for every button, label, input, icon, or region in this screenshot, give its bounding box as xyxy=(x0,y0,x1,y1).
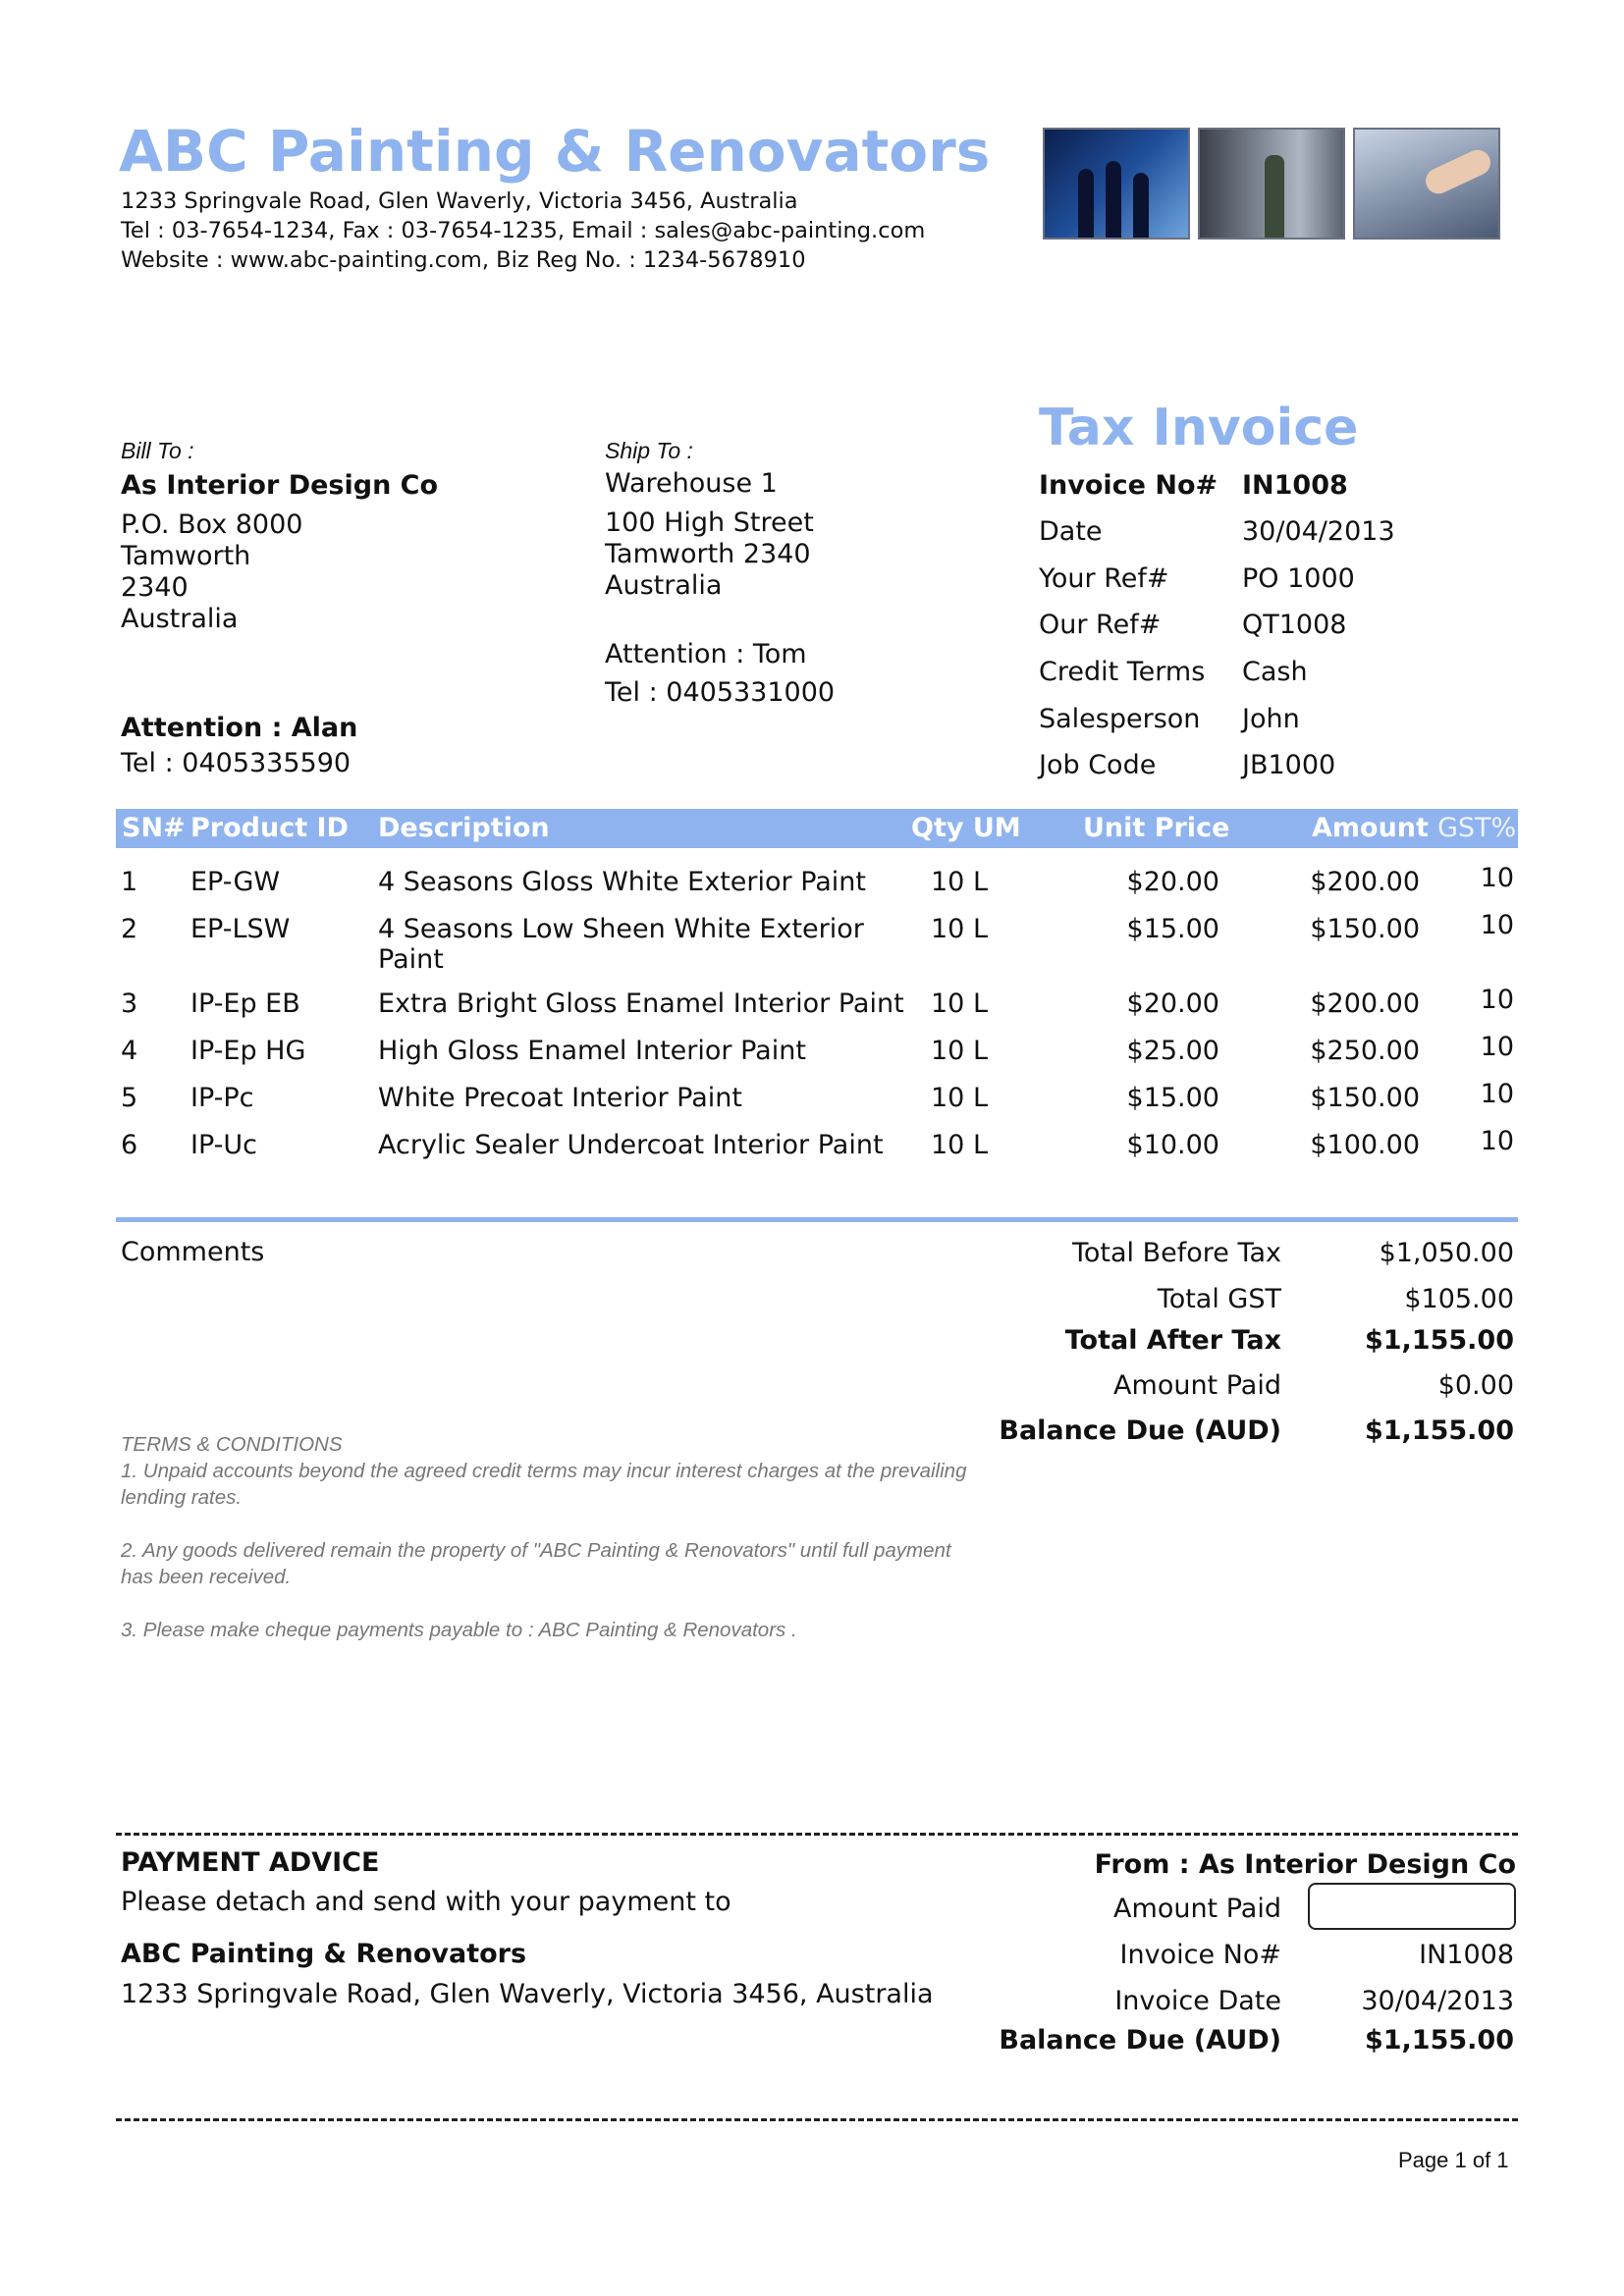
our-ref-label: Our Ref# xyxy=(1039,610,1162,640)
ship-to-line: Tamworth 2340 xyxy=(605,539,811,569)
row-amount: $150.00 xyxy=(1310,914,1420,944)
total-after-tax-label: Total After Tax xyxy=(1064,1325,1281,1356)
row-product: IP-Ep HG xyxy=(190,1036,306,1066)
bill-to-line: P.O. Box 8000 xyxy=(121,509,303,540)
payment-from: From : As Interior Design Co xyxy=(1094,1849,1516,1880)
row-description: 4 Seasons Low Sheen White Exterior xyxy=(378,914,864,944)
row-sn: 6 xyxy=(121,1130,138,1160)
row-sn: 2 xyxy=(121,914,138,944)
company-name: ABC Painting & Renovators xyxy=(119,118,991,185)
balance-due-label: Balance Due (AUD) xyxy=(999,1415,1281,1446)
ship-to-line: 100 High Street xyxy=(605,507,814,538)
company-website: Website : www.abc-painting.com, Biz Reg No. : 1234-5678910 xyxy=(121,247,806,273)
payment-advice-address: 1233 Springvale Road, Glen Waverly, Victoria 3456, Australia xyxy=(121,1979,934,2009)
bill-to-line: Australia xyxy=(121,604,239,634)
row-qty: 10 L xyxy=(931,1130,988,1160)
row-qty: 10 L xyxy=(931,988,988,1019)
row-product: IP-Ep EB xyxy=(190,988,300,1019)
comments-label: Comments xyxy=(121,1237,265,1267)
pa-invoice-no-value: IN1008 xyxy=(1419,1940,1514,1970)
row-amount: $100.00 xyxy=(1310,1130,1420,1160)
your-ref-value: PO 1000 xyxy=(1242,563,1355,594)
row-sn: 4 xyxy=(121,1036,138,1066)
company-contact: Tel : 03-7654-1234, Fax : 03-7654-1235, Email : sales@abc-painting.com xyxy=(121,218,926,243)
person-in-doorway-photo xyxy=(1198,128,1345,240)
col-unit-price: Unit Price xyxy=(1083,813,1230,843)
row-amount: $150.00 xyxy=(1310,1083,1420,1113)
bill-to-label: Bill To : xyxy=(121,438,194,463)
row-qty: 10 L xyxy=(931,867,988,897)
salesperson-value: John xyxy=(1242,704,1300,734)
row-price: $25.00 xyxy=(1126,1036,1219,1066)
job-code-value: JB1000 xyxy=(1242,750,1336,780)
salesperson-label: Salesperson xyxy=(1039,704,1201,734)
invoice-no-label: Invoice No# xyxy=(1039,470,1218,501)
total-after-tax-value: $1,155.00 xyxy=(1364,1325,1514,1356)
row-price: $20.00 xyxy=(1126,867,1219,897)
bill-to-name: As Interior Design Co xyxy=(121,470,439,501)
row-amount: $250.00 xyxy=(1310,1036,1420,1066)
pa-invoice-no-label: Invoice No# xyxy=(1119,1940,1281,1970)
total-before-tax-label: Total Before Tax xyxy=(1071,1238,1281,1268)
date-value: 30/04/2013 xyxy=(1242,516,1395,547)
row-description: 4 Seasons Gloss White Exterior Paint xyxy=(378,867,867,897)
row-sn: 3 xyxy=(121,988,138,1019)
total-before-tax-value: $1,050.00 xyxy=(1379,1238,1514,1268)
row-product: EP-LSW xyxy=(190,914,291,944)
credit-terms-label: Credit Terms xyxy=(1039,657,1206,687)
tear-line-top xyxy=(116,1833,1518,1836)
row-description: White Precoat Interior Paint xyxy=(378,1083,742,1113)
date-label: Date xyxy=(1039,516,1103,547)
payment-advice-title: PAYMENT ADVICE xyxy=(121,1847,380,1878)
pa-balance-value: $1,155.00 xyxy=(1364,2025,1514,2056)
row-gst: 10 xyxy=(1480,863,1514,893)
our-ref-value: QT1008 xyxy=(1242,610,1347,640)
row-qty: 10 L xyxy=(931,1083,988,1113)
row-price: $10.00 xyxy=(1126,1130,1219,1160)
row-sn: 5 xyxy=(121,1083,138,1113)
credit-terms-value: Cash xyxy=(1242,657,1308,687)
row-amount: $200.00 xyxy=(1310,988,1420,1019)
row-description: High Gloss Enamel Interior Paint xyxy=(378,1036,806,1066)
pa-amount-paid-label: Amount Paid xyxy=(1113,1894,1281,1924)
row-price: $15.00 xyxy=(1126,1083,1219,1113)
total-gst-label: Total GST xyxy=(1157,1284,1281,1314)
amount-paid-input-box[interactable] xyxy=(1308,1883,1516,1930)
company-address: 1233 Springvale Road, Glen Waverly, Victoria 3456, Australia xyxy=(121,188,798,214)
row-description-cont: Paint xyxy=(378,944,444,975)
header-photos xyxy=(1043,128,1500,240)
row-gst: 10 xyxy=(1480,1032,1514,1062)
bill-to-line: 2340 xyxy=(121,572,189,603)
pa-balance-label: Balance Due (AUD) xyxy=(999,2025,1281,2056)
row-description: Acrylic Sealer Undercoat Interior Paint xyxy=(378,1130,884,1160)
ship-to-label: Ship To : xyxy=(605,438,693,463)
row-price: $15.00 xyxy=(1126,914,1219,944)
row-product: EP-GW xyxy=(190,867,281,897)
row-gst: 10 xyxy=(1480,1079,1514,1109)
col-amount: Amount xyxy=(1312,813,1429,843)
ship-to-line: Australia xyxy=(605,570,723,601)
table-header xyxy=(116,809,1518,848)
row-gst: 10 xyxy=(1480,910,1514,940)
bill-to-attention: Attention : Alan xyxy=(121,713,358,743)
terms-item: 1. Unpaid accounts beyond the agreed credit terms may incur interest charges at the prevailing lending rates. xyxy=(121,1460,967,1509)
invoice-title: Tax Invoice xyxy=(1039,399,1359,457)
payment-advice-instruction: Please detach and send with your payment to xyxy=(121,1887,731,1917)
row-product: IP-Pc xyxy=(190,1083,254,1113)
terms-item: 2. Any goods delivered remain the property of "ABC Painting & Renovators" until full payment has been received. xyxy=(121,1539,951,1588)
row-qty: 10 L xyxy=(931,914,988,944)
amount-paid-label: Amount Paid xyxy=(1113,1370,1281,1401)
col-product-id: Product ID xyxy=(190,813,349,843)
your-ref-label: Your Ref# xyxy=(1039,563,1169,594)
bill-to-tel: Tel : 0405335590 xyxy=(121,748,352,778)
pa-invoice-date-value: 30/04/2013 xyxy=(1361,1986,1514,2016)
job-code-label: Job Code xyxy=(1039,750,1157,780)
row-description: Extra Bright Gloss Enamel Interior Paint xyxy=(378,988,904,1019)
tear-line-bottom xyxy=(116,2118,1518,2121)
row-gst: 10 xyxy=(1480,985,1514,1015)
col-gst: GST% xyxy=(1437,813,1517,843)
col-description: Description xyxy=(378,813,550,843)
payment-advice-company: ABC Painting & Renovators xyxy=(121,1939,527,1969)
keyboard-typing-photo xyxy=(1353,128,1500,240)
col-sn: SN# xyxy=(122,813,186,843)
bill-to-line: Tamworth xyxy=(121,541,251,571)
row-price: $20.00 xyxy=(1126,988,1219,1019)
total-gst-value: $105.00 xyxy=(1404,1284,1514,1314)
row-sn: 1 xyxy=(121,867,138,897)
row-product: IP-Uc xyxy=(190,1130,258,1160)
balance-due-value: $1,155.00 xyxy=(1364,1415,1514,1446)
terms-heading: TERMS & CONDITIONS xyxy=(121,1433,343,1456)
ship-to-attention: Attention : Tom xyxy=(605,639,807,669)
table-bottom-rule xyxy=(116,1217,1518,1222)
col-qty-um: Qty UM xyxy=(911,813,1021,843)
terms-item: 3. Please make cheque payments payable to : ABC Painting & Renovators . xyxy=(121,1619,797,1641)
ship-to-tel: Tel : 0405331000 xyxy=(605,677,836,708)
page-number: Page 1 of 1 xyxy=(1398,2148,1509,2172)
row-amount: $200.00 xyxy=(1310,867,1420,897)
row-qty: 10 L xyxy=(931,1036,988,1066)
ship-to-line: Warehouse 1 xyxy=(605,468,778,499)
amount-paid-value: $0.00 xyxy=(1437,1370,1514,1401)
pa-invoice-date-label: Invoice Date xyxy=(1114,1986,1281,2016)
people-walking-photo xyxy=(1043,128,1190,240)
row-gst: 10 xyxy=(1480,1126,1514,1156)
invoice-no-value: IN1008 xyxy=(1242,470,1348,501)
